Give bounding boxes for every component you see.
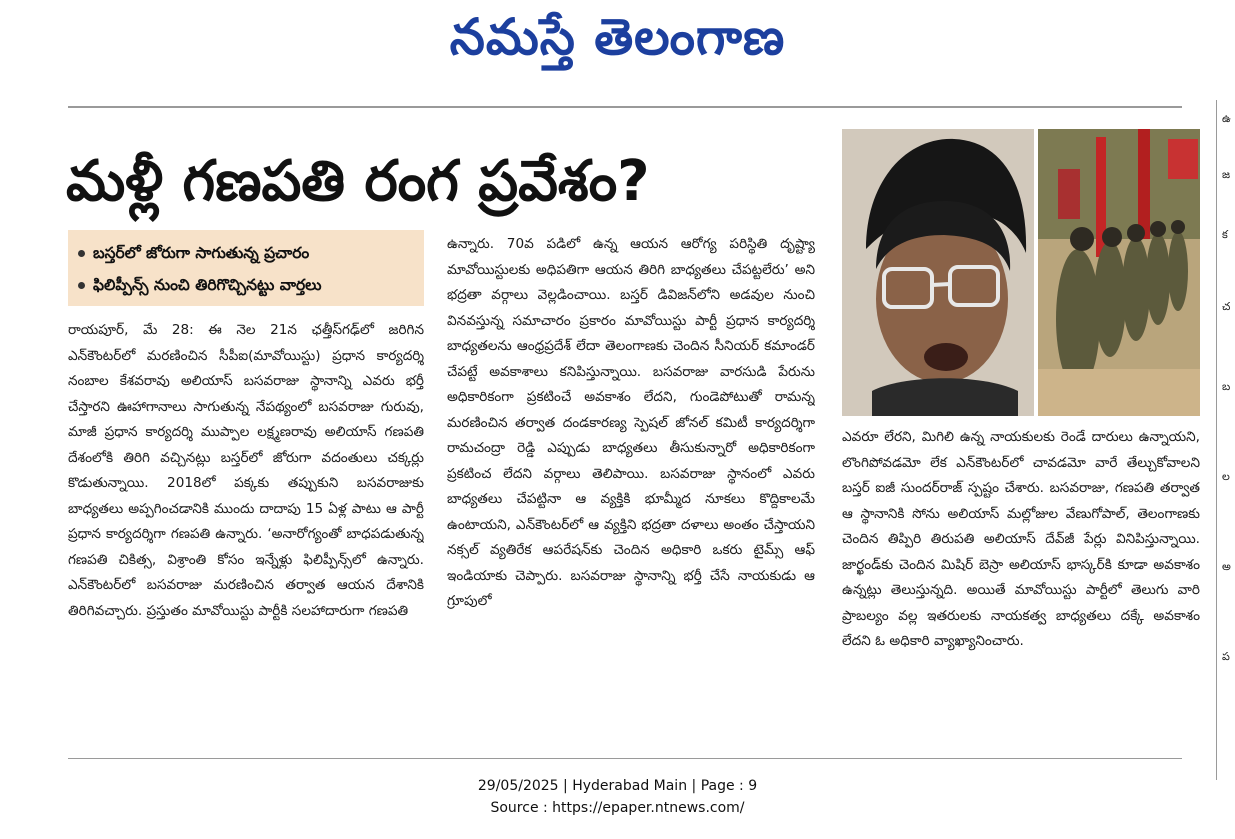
masthead-divider bbox=[68, 106, 1182, 108]
article-column-2 bbox=[447, 232, 815, 748]
photo-maoist-cadres bbox=[1038, 129, 1200, 416]
edge-text-fragment: చ bbox=[1222, 300, 1231, 313]
article-column-1 bbox=[68, 318, 424, 748]
bullet-icon bbox=[78, 250, 85, 257]
subheadline-1: బస్తర్‌లో జోరుగా సాగుతున్న ప్రచారం bbox=[78, 242, 309, 264]
article-paragraph: ఎవరూ లేరని, మిగిలి ఉన్న నాయకులకు రెండే దారులు ఉన్నాయని, లొంగిపోవడమో లేక ఎన్‌కౌంటర్‌లో చావడమో వారే తేల్చుకోవాలని బస్తర్ ఐజీ సుందర్‌రాజ్ స్పష్టం చేశారు. బసవరాజు, గణపతి తర్వాత ఆ స్థానానికి సోను అలియాస్ మల్లోజుల వేణుగోపాల్, తెలంగాణకు చెందిన తిప్పిరి తిరుపతి అలియాస్ దేవ్‌జీ పేర్లు వినిపిస్తున్నాయి. జార్ఖండ్‌కు చెందిన మిషిర్ బెస్రా అలియాస్ భాస్కర్‌కి కూడా అవకాశం ఉన్నట్లు తెలుస్తున్నది. అయితే మావోయిస్టు పార్టీలో తెలుగు వారి ప్రాబల్యం వల్ల ఇతరులకు నాయకత్వ బాధ్యతలు దక్కే అవకాశం లేదని ఓ అధికారి వ్యాఖ్యానించారు. bbox=[842, 429, 1200, 649]
edge-text-fragment: ల bbox=[1222, 470, 1230, 483]
article-headline: మళ్లీ గణపతి రంగ ప్రవేశం? bbox=[66, 149, 650, 214]
edge-text-fragment: ఉ bbox=[1222, 112, 1231, 125]
article-paragraph: ఉన్నారు. 70వ పడిలో ఉన్న ఆయన ఆరోగ్య పరిస్థితి దృష్ట్యా మావోయిస్టులకు అధిపతిగా ఆయన తిరిగి బాధ్యతలు చేపట్టలేరు’ అని భద్రతా వర్గాలు వెల్లడించాయి. బస్తర్ డివిజన్‌లోని అడవుల నుంచి వినవస్తున్న సమాచారం ప్రకారం మావోయిస్టు పార్టీ ప్రధాన కార్యదర్శి బాధ్యతలను ఆంధ్రప్రదేశ్ లేదా తెలంగాణకు చెందిన సీనియర్ కమాండర్ చేపట్టే అవకాశాలు కనిపిస్తున్నాయి. బసవరాజు వారసుడి పేరును అధికారికంగా ప్రకటించే అవకాశం లేదని, గుండెపోటుతో రామన్న మరణించిన తర్వాత దండకారణ్య స్పెషల్ జోనల్ కమిటీ కార్యదర్శిగా రామచంద్రా రెడ్డి ఎప్పుడు బాధ్యతలు తీసుకున్నారో అధికారికంగా ప్రకటించ లేదని వర్గాలు తెలిపాయి. బసవరాజు స్థానంలో ఎవరు బాధ్యతలు చేపట్టినా ఆ వ్యక్తికి భూమ్మీద నూకలు కొద్దికాలమే ఉంటాయని, ఎన్‌కౌంటర్‌లో ఆ వ్యక్తిని భద్రతా దళాలు అంతం చేస్తాయని నక్సల్ వ్యతిరేక ఆపరేషన్‌కు చెందిన అధికారి ఒకరు టైమ్స్ ఆఫ్ ఇండియాకు చెప్పారు. బసవరాజు స్థానాన్ని భర్తీ చేసే నాయకుడు ఆ గ్రూపులో bbox=[447, 236, 815, 609]
cadres-image bbox=[1038, 129, 1200, 416]
footer-edition-info: 29/05/2025 | Hyderabad Main | Page : 9 bbox=[477, 778, 758, 794]
bullet-icon bbox=[78, 282, 85, 289]
article-column-3 bbox=[842, 425, 1200, 747]
edge-text-fragment: జ bbox=[1222, 168, 1231, 181]
photo-ganapathi-portrait bbox=[842, 129, 1034, 416]
edge-text-fragment: బ bbox=[1222, 380, 1231, 393]
footer-source-link[interactable]: Source : https://epaper.ntnews.com/ bbox=[490, 800, 745, 816]
edge-text-fragment: ప bbox=[1222, 650, 1230, 663]
adjacent-article-edge bbox=[1216, 100, 1235, 780]
subheadline-box bbox=[68, 230, 424, 306]
newspaper-masthead: నమస్తే తెలంగాణ bbox=[449, 8, 786, 66]
subheadline-2: ఫిలిప్పీన్స్ నుంచి తిరిగొచ్చినట్టు వార్తలు bbox=[78, 274, 322, 296]
edge-divider bbox=[1216, 100, 1217, 780]
edge-text-fragment: క bbox=[1222, 228, 1228, 241]
edge-text-fragment: అ bbox=[1222, 560, 1231, 573]
footer-divider bbox=[68, 758, 1182, 759]
article-paragraph: రాయపూర్, మే 28: ఈ నెల 21న ఛత్తీస్‌గఢ్‌లో జరిగిన ఎన్‌కౌంటర్‌లో మరణించిన సీపీఐ(మావోయిస్టు) ప్రధాన కార్యదర్శి నంబాల కేశవరావు అలియాస్ బసవరాజు స్థానాన్ని ఎవరు భర్తీ చేస్తారని ఊహాగానాలు సాగుతున్న నేపథ్యంలో బసవరాజు గురువు, మాజీ ప్రధాన కార్యదర్శి ముప్పాల లక్ష్మణరావు అలియాస్ గణపతి దేశంలోకి తిరిగి వచ్చినట్లు బస్తర్‌లో జోరుగా వదంతులు చక్కర్లు కొడుతున్నాయి. 2018లో పక్కకు తప్పుకుని బసవరాజుకు బాధ్యతలు అప్పగించడానికి ముందు దాదాపు 15 ఏళ్ల పాటు ఆ పార్టీ ప్రధాన కార్యదర్శిగా గణపతి ఉన్నారు. ‘అనారోగ్యంతో బాధపడుతున్న గణపతి చికిత్స, విశ్రాంతి కోసం ఇన్నేళ్లు ఫిలిప్పీన్స్‌లో ఉన్నారు. ఎన్‌కౌంటర్‌లో బసవరాజు మరణించిన తర్వాత ఆయన దేశానికి తిరిగివచ్చారు. ప్రస్తుతం మావోయిస్టు పార్టీకి సలహాదారుగా గణపతి bbox=[68, 322, 424, 619]
portrait-image bbox=[842, 129, 1034, 416]
